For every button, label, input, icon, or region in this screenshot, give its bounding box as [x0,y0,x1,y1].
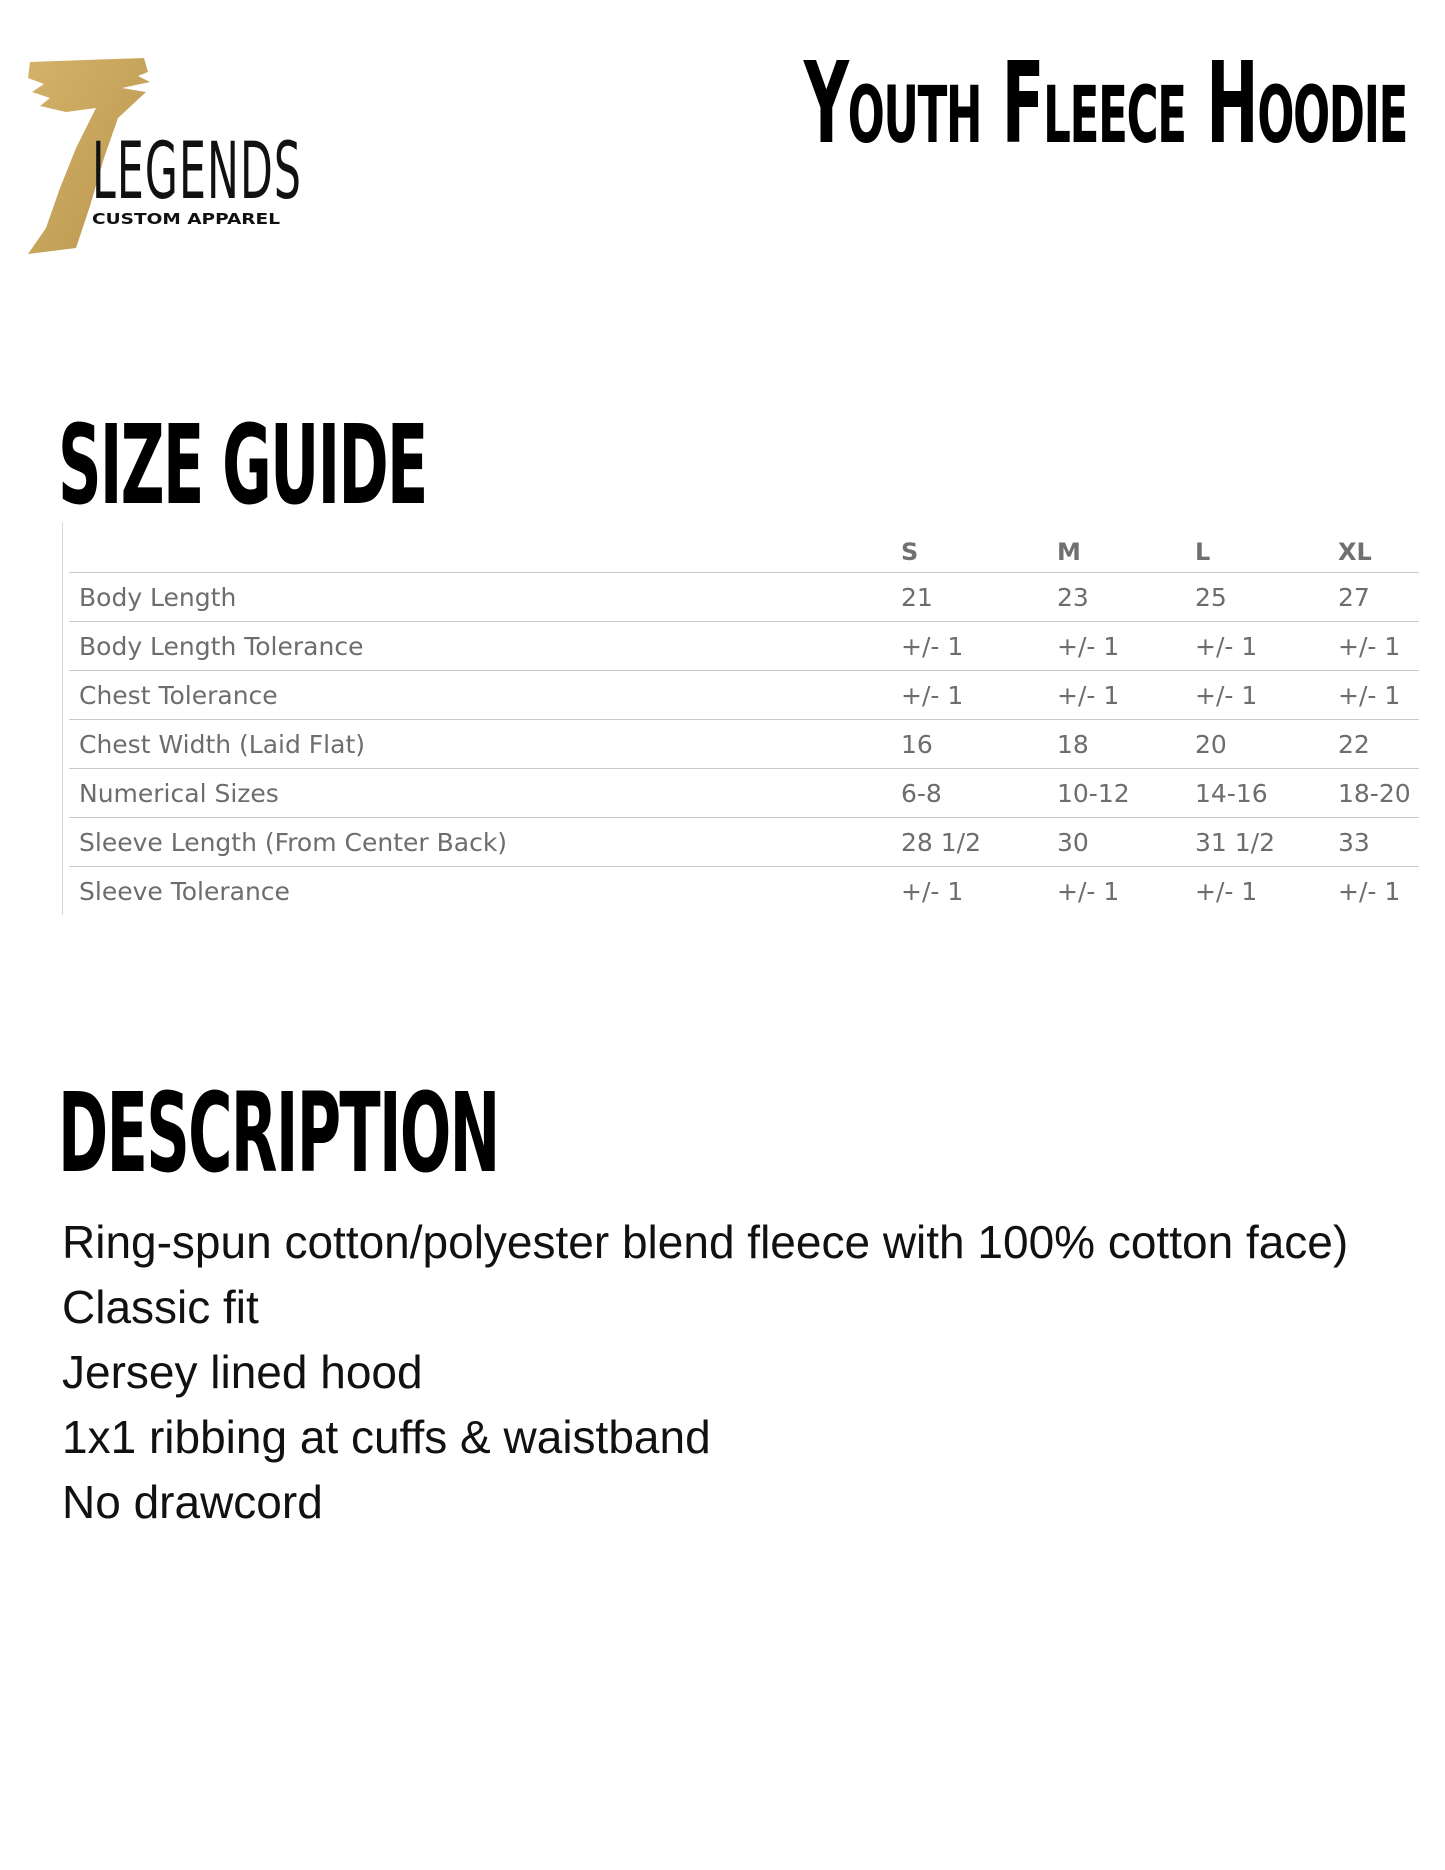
seven-legends-logo-mark [26,58,316,258]
cell-l: 31 1/2 [1195,818,1338,867]
cell-xl: 18-20 [1338,769,1419,818]
brand-logo [26,58,316,258]
cell-l: 14-16 [1195,769,1338,818]
cell-m: 30 [1057,818,1195,867]
size-guide-table [69,522,1419,915]
cell-xl: 27 [1338,573,1419,622]
cell-l: +/- 1 [1195,622,1338,671]
list-item: Classic fit [62,1281,259,1333]
row-label: Body Length Tolerance [69,622,901,671]
column-header-m: M [1057,538,1081,566]
list-item: 1x1 ribbing at cuffs & waistband [62,1411,711,1463]
table-header-row [69,522,1419,573]
row-label: Chest Width (Laid Flat) [69,720,901,769]
table-row [69,671,1419,720]
row-label: Body Length [69,573,901,622]
column-header-xl: XL [1338,538,1372,566]
table-row [69,867,1419,916]
table-row [69,818,1419,867]
column-header-s: S [901,538,919,566]
cell-xl: +/- 1 [1338,622,1419,671]
product-title: Youth Fleece Hoodie [803,39,1407,169]
cell-l: +/- 1 [1195,867,1338,916]
cell-s: +/- 1 [901,867,1057,916]
cell-xl: 22 [1338,720,1419,769]
list-item: Jersey lined hood [62,1346,423,1398]
list-item: No drawcord [62,1476,323,1528]
cell-s: 16 [901,720,1057,769]
cell-m: 23 [1057,573,1195,622]
cell-s: 28 1/2 [901,818,1057,867]
cell-s: 6-8 [901,769,1057,818]
column-header-l: L [1195,538,1211,566]
cell-s: +/- 1 [901,622,1057,671]
cell-m: 10-12 [1057,769,1195,818]
size-guide-table-container [62,522,1421,915]
row-label: Sleeve Length (From Center Back) [69,818,901,867]
table-row [69,622,1419,671]
cell-s: 21 [901,573,1057,622]
cell-xl: 33 [1338,818,1419,867]
row-label: Sleeve Tolerance [69,867,901,916]
cell-m: +/- 1 [1057,622,1195,671]
cell-m: +/- 1 [1057,867,1195,916]
cell-xl: +/- 1 [1338,867,1419,916]
table-row [69,769,1419,818]
cell-l: 25 [1195,573,1338,622]
cell-l: 20 [1195,720,1338,769]
cell-xl: +/- 1 [1338,671,1419,720]
row-label: Numerical Sizes [69,769,901,818]
cell-s: +/- 1 [901,671,1057,720]
cell-m: +/- 1 [1057,671,1195,720]
table-row [69,720,1419,769]
logo-wordmark: LEGENDS [92,127,302,217]
logo-seven-glyph: 7 [26,58,27,59]
list-item: Ring-spun cotton/polyester blend fleece with 100% cotton face) [62,1216,1349,1268]
logo-tagline: CUSTOM APPAREL [92,210,281,228]
cell-m: 18 [1057,720,1195,769]
row-label: Chest Tolerance [69,671,901,720]
description-list [62,1210,1348,1535]
size-guide-heading: SIZE GUIDE [58,401,427,529]
cell-l: +/- 1 [1195,671,1338,720]
column-header-label [69,522,901,573]
description-heading: DESCRIPTION [58,1069,499,1197]
table-row [69,573,1419,622]
